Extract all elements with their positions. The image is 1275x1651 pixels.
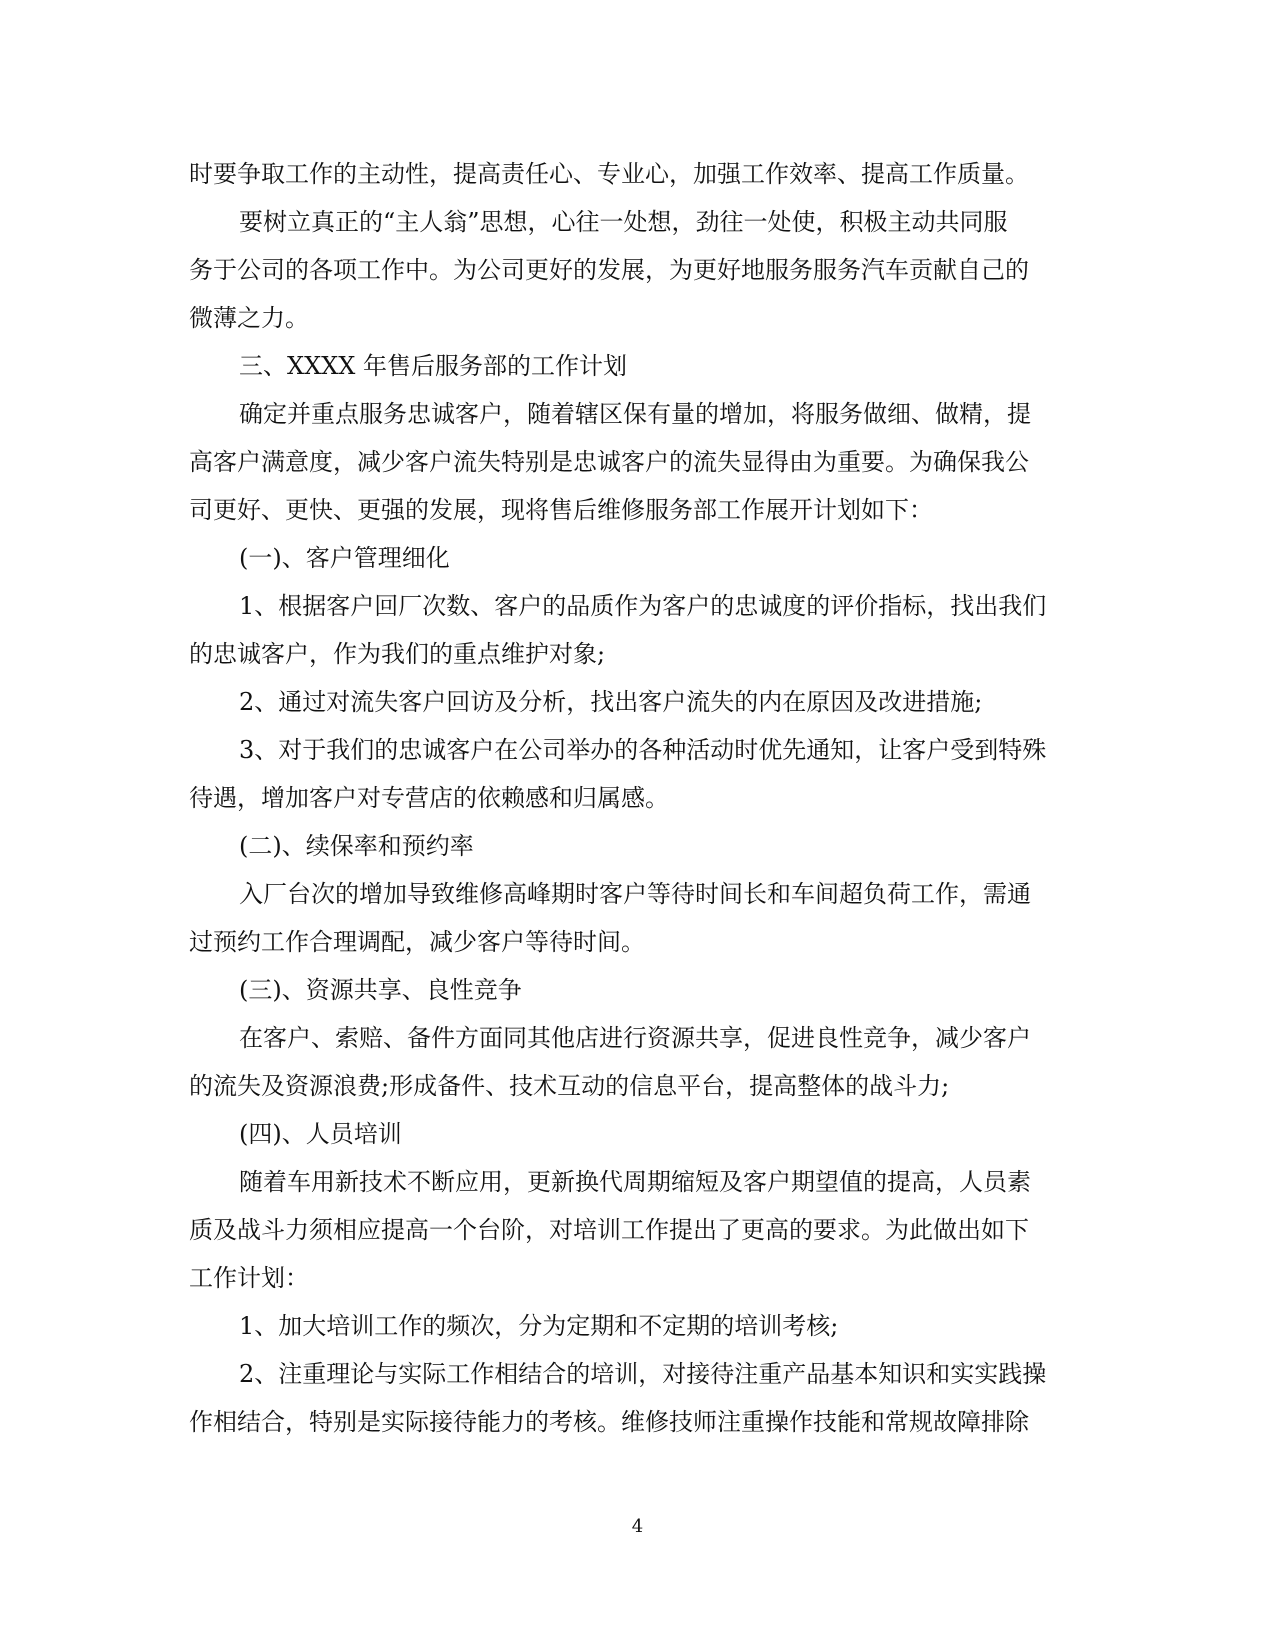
text-line: 要树立真正的“主人翁”思想，心往一处想，劲往一处使，积极主动共同服: [239, 208, 1008, 236]
page-number: 4: [631, 1516, 644, 1537]
text-line: 1、加大培训工作的频次，分为定期和不定期的培训考核;: [239, 1312, 839, 1340]
text-line: 2、注重理论与实际工作相结合的培训，对接待注重产品基本知识和实实践操: [239, 1360, 1047, 1388]
text-line: 在客户、索赔、备件方面同其他店进行资源共享，促进良性竞争，减少客户: [239, 1024, 1031, 1052]
text-line: 工作计划：: [189, 1264, 309, 1292]
text-line: 随着车用新技术不断应用，更新换代周期缩短及客户期望值的提高，人员素: [239, 1168, 1031, 1196]
text-line: (四)、人员培训: [239, 1120, 402, 1148]
text-line: 确定并重点服务忠诚客户，随着辖区保有量的增加，将服务做细、做精，提: [239, 400, 1031, 428]
text-line: 入厂台次的增加导致维修高峰期时客户等待时间长和车间超负荷工作，需通: [239, 880, 1031, 908]
text-line: 司更好、更快、更强的发展，现将售后维修服务部工作展开计划如下：: [189, 496, 933, 524]
text-line: (一)、客户管理细化: [239, 544, 450, 572]
text-line: 高客户满意度，减少客户流失特别是忠诚客户的流失显得由为重要。为确保我公: [189, 448, 1029, 476]
text-line: 作相结合，特别是实际接待能力的考核。维修技师注重操作技能和常规故障排除: [189, 1408, 1029, 1436]
text-line: 2、通过对流失客户回访及分析，找出客户流失的内在原因及改进措施;: [239, 688, 983, 716]
text-line: 质及战斗力须相应提高一个台阶，对培训工作提出了更高的要求。为此做出如下: [189, 1216, 1029, 1244]
text-line: 微薄之力。: [189, 304, 309, 332]
text-line: 3、对于我们的忠诚客户在公司举办的各种活动时优先通知，让客户受到特殊: [239, 736, 1047, 764]
text-line: 的流失及资源浪费;形成备件、技术互动的信息平台，提高整体的战斗力;: [189, 1072, 950, 1100]
text-line: 三、XXXX 年售后服务部的工作计划: [239, 352, 627, 380]
text-line: 待遇，增加客户对专营店的依赖感和归属感。: [189, 784, 669, 812]
text-line: 务于公司的各项工作中。为公司更好的发展，为更好地服务服务汽车贡献自己的: [189, 256, 1029, 284]
text-line: (二)、续保率和预约率: [239, 832, 474, 860]
text-line: 时要争取工作的主动性，提高责任心、专业心，加强工作效率、提高工作质量。: [189, 160, 1029, 188]
text-line: 1、根据客户回厂次数、客户的品质作为客户的忠诚度的评价指标，找出我们: [239, 592, 1047, 620]
document-body: [189, 150, 1075, 1446]
text-line: (三)、资源共享、良性竞争: [239, 976, 522, 1004]
text-line: 过预约工作合理调配，减少客户等待时间。: [189, 928, 645, 956]
text-line: 的忠诚客户，作为我们的重点维护对象;: [189, 640, 606, 668]
